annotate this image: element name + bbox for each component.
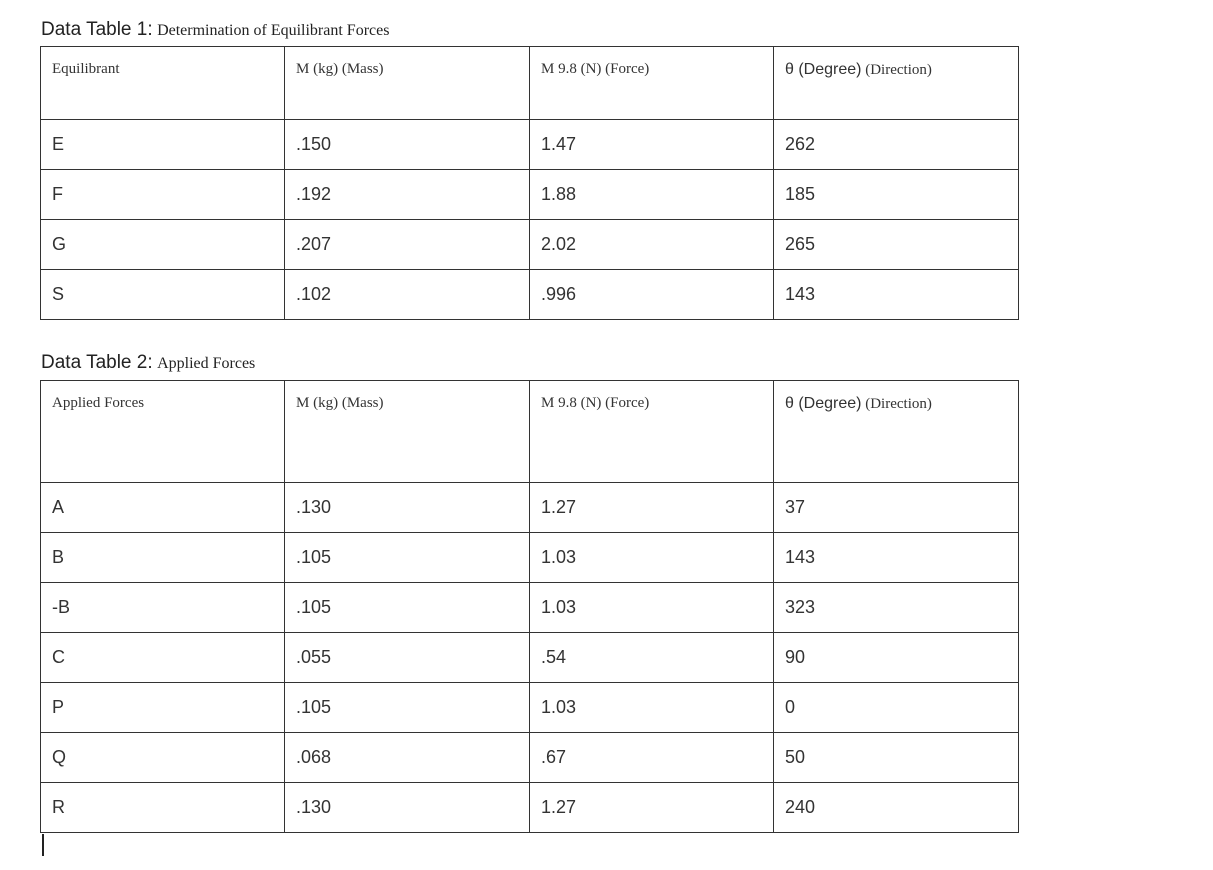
table-row bbox=[41, 220, 1019, 270]
table-header-row bbox=[41, 381, 1019, 483]
cell-label[interactable]: C bbox=[41, 633, 285, 683]
cell-label[interactable]: A bbox=[41, 483, 285, 533]
cell-degree[interactable]: 265 bbox=[774, 220, 1019, 270]
cell-force[interactable]: 1.27 bbox=[530, 483, 774, 533]
cell-degree[interactable]: 240 bbox=[774, 783, 1019, 833]
cell-mass[interactable]: .150 bbox=[285, 120, 530, 170]
applied-forces-table bbox=[40, 380, 1019, 833]
cell-mass[interactable]: .105 bbox=[285, 533, 530, 583]
cell-label[interactable]: -B bbox=[41, 583, 285, 633]
cell-label[interactable]: P bbox=[41, 683, 285, 733]
header-direction-label: (Direction) bbox=[865, 62, 932, 78]
cell-mass[interactable]: .102 bbox=[285, 270, 530, 320]
table2-caption-title: Applied Forces bbox=[157, 355, 256, 372]
cell-degree[interactable]: 262 bbox=[774, 120, 1019, 170]
cell-mass[interactable]: .207 bbox=[285, 220, 530, 270]
header-direction-symbol: θ (Degree) bbox=[785, 395, 862, 412]
text-cursor bbox=[42, 834, 44, 856]
cell-mass[interactable]: .105 bbox=[285, 683, 530, 733]
cell-degree[interactable]: 50 bbox=[774, 733, 1019, 783]
cell-label[interactable]: F bbox=[41, 170, 285, 220]
header-force[interactable]: M 9.8 (N) (Force) bbox=[530, 47, 774, 120]
cell-mass[interactable]: .130 bbox=[285, 783, 530, 833]
table-row bbox=[41, 170, 1019, 220]
cell-force[interactable]: .67 bbox=[530, 733, 774, 783]
header-direction[interactable] bbox=[774, 381, 1019, 483]
cell-label[interactable]: B bbox=[41, 533, 285, 583]
table2-caption-lead: Data Table 2: bbox=[41, 352, 153, 373]
table1-caption-lead: Data Table 1: bbox=[41, 19, 153, 40]
cell-label[interactable]: R bbox=[41, 783, 285, 833]
table-header-row bbox=[41, 47, 1019, 120]
cell-force[interactable]: .996 bbox=[530, 270, 774, 320]
header-direction-symbol: θ (Degree) bbox=[785, 61, 862, 78]
cell-force[interactable]: 1.03 bbox=[530, 583, 774, 633]
cell-degree[interactable]: 37 bbox=[774, 483, 1019, 533]
header-mass[interactable]: M (kg) (Mass) bbox=[285, 47, 530, 120]
cell-force[interactable]: 1.03 bbox=[530, 683, 774, 733]
cell-mass[interactable]: .192 bbox=[285, 170, 530, 220]
table-row bbox=[41, 683, 1019, 733]
cell-label[interactable]: E bbox=[41, 120, 285, 170]
cell-force[interactable]: .54 bbox=[530, 633, 774, 683]
cell-force[interactable]: 1.03 bbox=[530, 533, 774, 583]
cell-degree[interactable]: 185 bbox=[774, 170, 1019, 220]
table2-caption bbox=[41, 352, 255, 374]
header-mass[interactable]: M (kg) (Mass) bbox=[285, 381, 530, 483]
header-direction[interactable] bbox=[774, 47, 1019, 120]
cell-label[interactable]: G bbox=[41, 220, 285, 270]
cell-force[interactable]: 1.27 bbox=[530, 783, 774, 833]
cell-degree[interactable]: 323 bbox=[774, 583, 1019, 633]
cell-force[interactable]: 1.88 bbox=[530, 170, 774, 220]
cell-degree[interactable]: 0 bbox=[774, 683, 1019, 733]
table1-caption bbox=[41, 19, 389, 41]
cell-degree[interactable]: 90 bbox=[774, 633, 1019, 683]
table-row bbox=[41, 270, 1019, 320]
cell-mass[interactable]: .055 bbox=[285, 633, 530, 683]
table-row bbox=[41, 733, 1019, 783]
table-row bbox=[41, 783, 1019, 833]
cell-degree[interactable]: 143 bbox=[774, 533, 1019, 583]
table-row bbox=[41, 483, 1019, 533]
cell-degree[interactable]: 143 bbox=[774, 270, 1019, 320]
cell-mass[interactable]: .130 bbox=[285, 483, 530, 533]
cell-label[interactable]: S bbox=[41, 270, 285, 320]
cell-mass[interactable]: .068 bbox=[285, 733, 530, 783]
cell-label[interactable]: Q bbox=[41, 733, 285, 783]
cell-mass[interactable]: .105 bbox=[285, 583, 530, 633]
table1-caption-title: Determination of Equilibrant Forces bbox=[157, 22, 390, 39]
cell-force[interactable]: 1.47 bbox=[530, 120, 774, 170]
header-equilibrant[interactable]: Equilibrant bbox=[41, 47, 285, 120]
header-applied-forces[interactable]: Applied Forces bbox=[41, 381, 285, 483]
table-row bbox=[41, 533, 1019, 583]
table-row bbox=[41, 583, 1019, 633]
header-force[interactable]: M 9.8 (N) (Force) bbox=[530, 381, 774, 483]
cell-force[interactable]: 2.02 bbox=[530, 220, 774, 270]
header-direction-label: (Direction) bbox=[865, 396, 932, 412]
table-row bbox=[41, 633, 1019, 683]
equilibrant-forces-table bbox=[40, 46, 1019, 320]
table-row bbox=[41, 120, 1019, 170]
